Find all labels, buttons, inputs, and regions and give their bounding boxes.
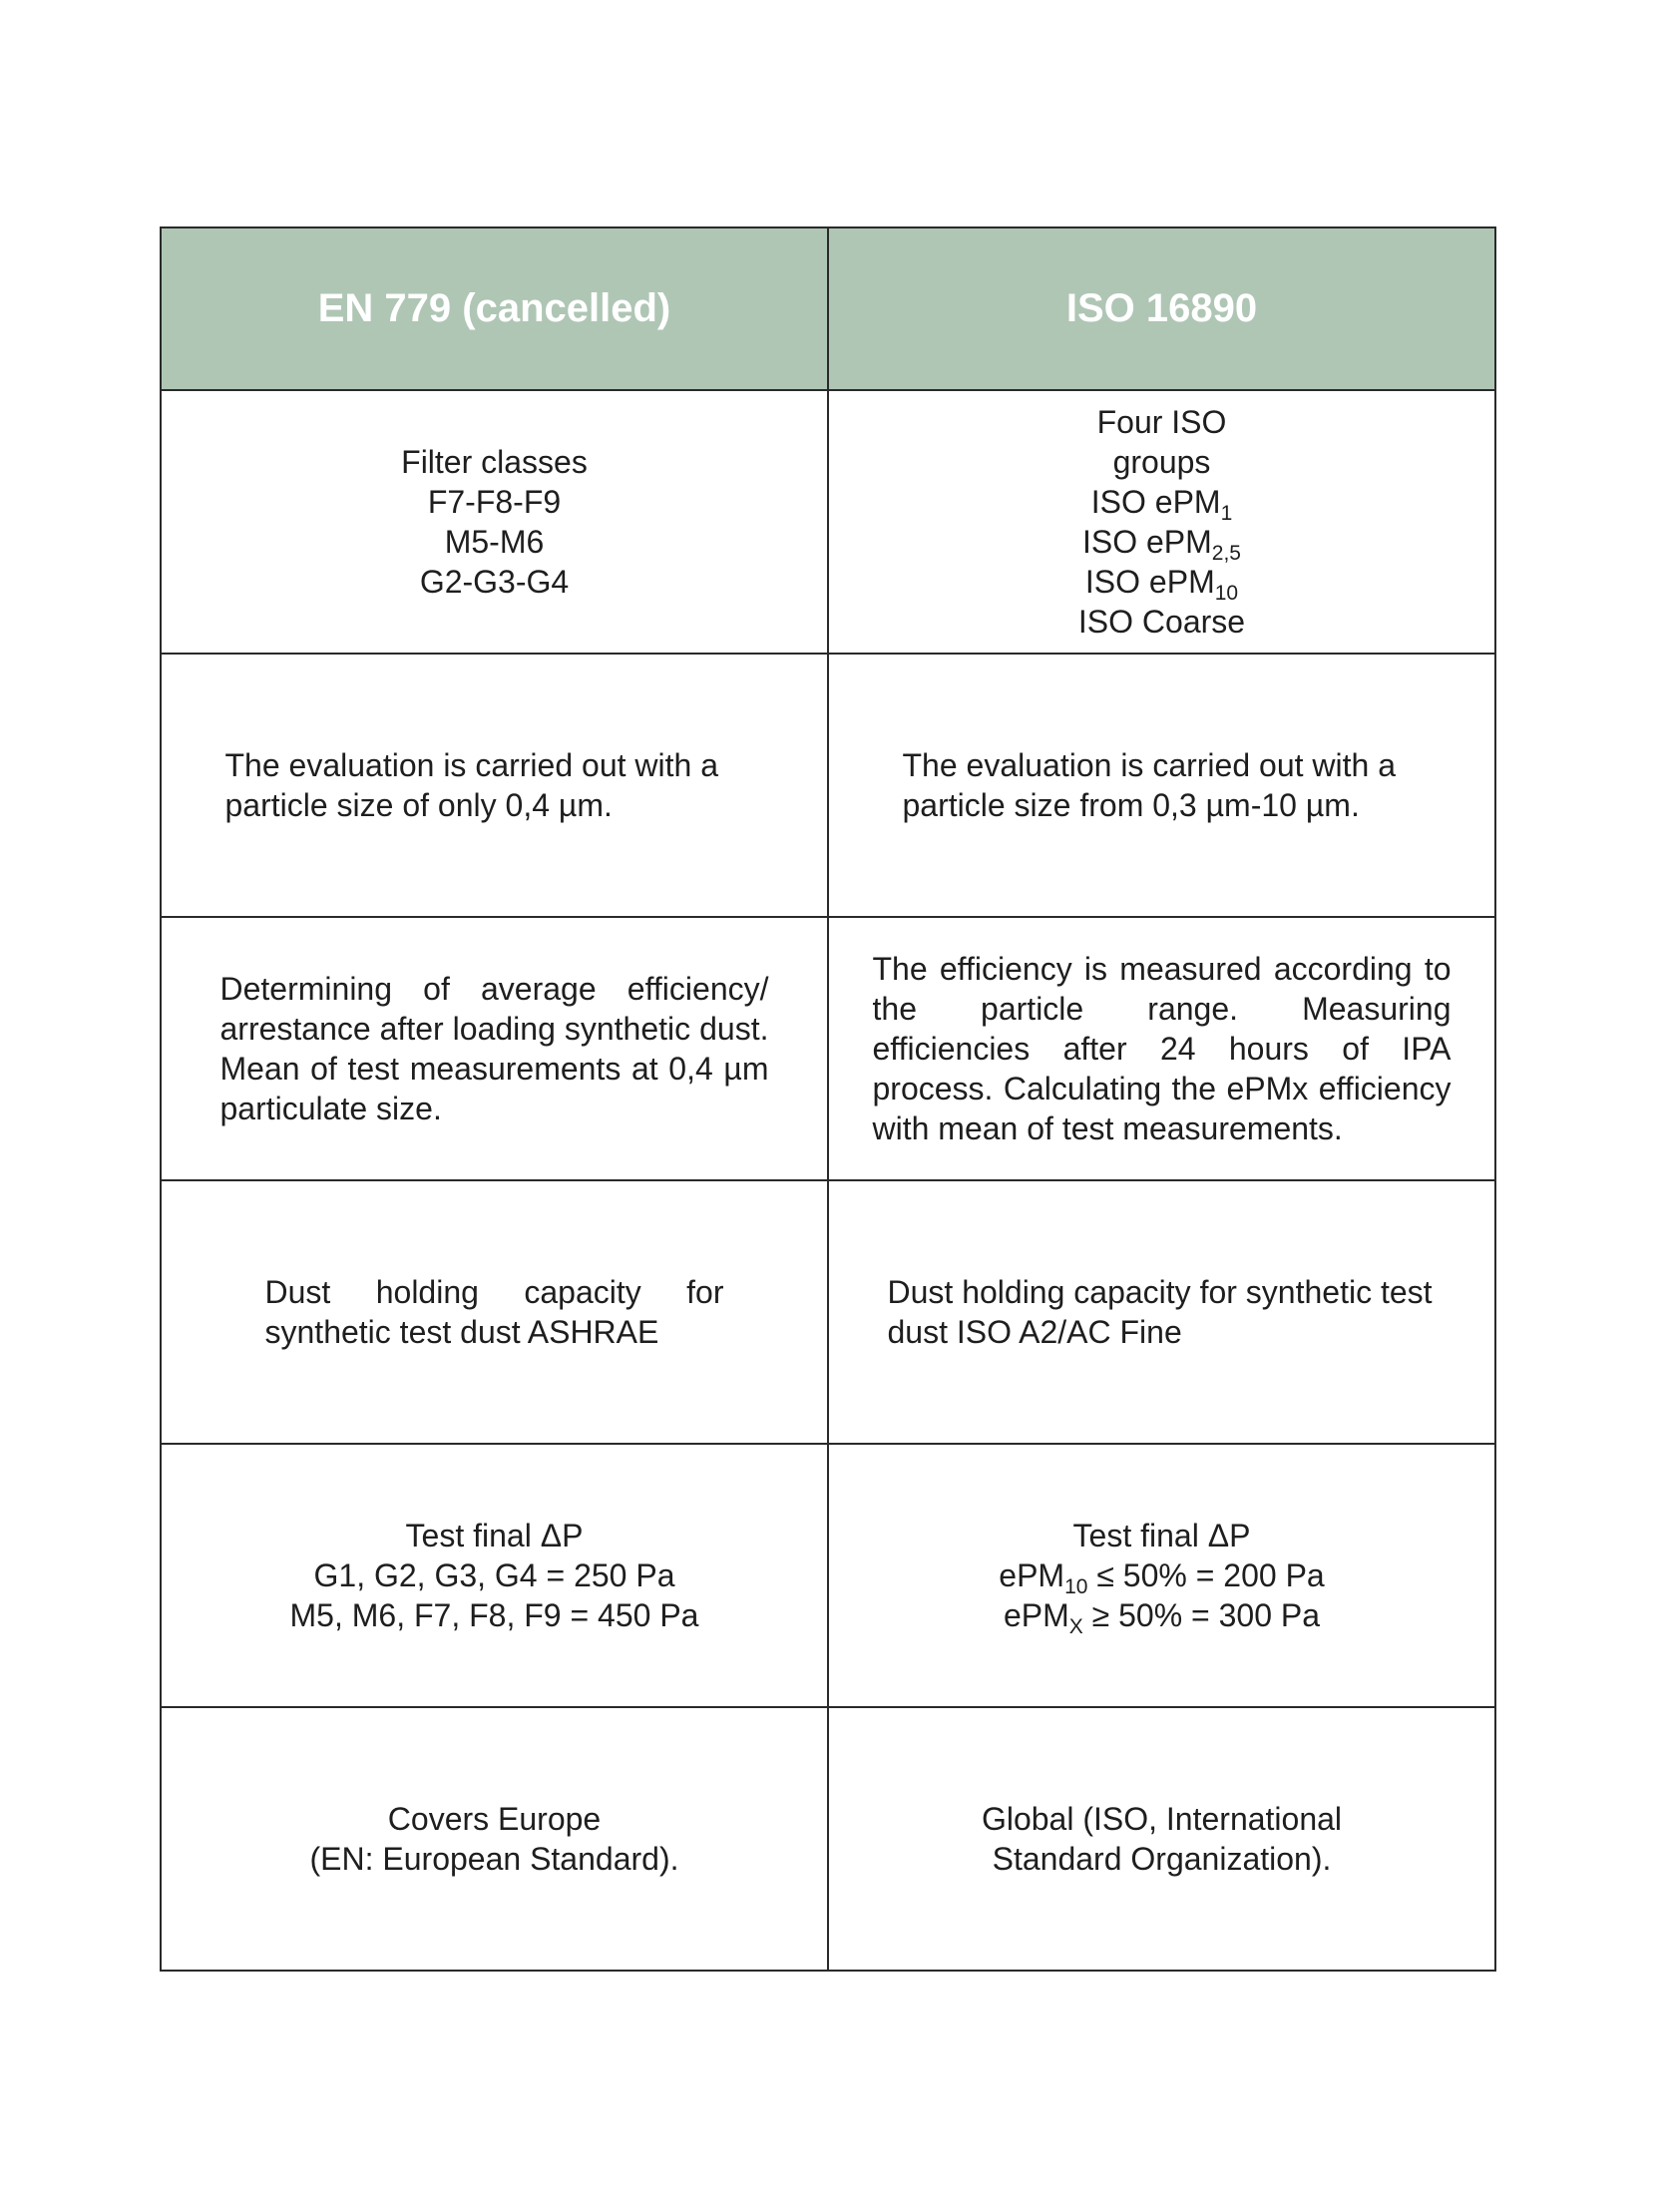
iso-particle-size-cell [828,654,1495,917]
text-line: G2-G3-G4 [419,564,570,600]
group-label: ISO ePM [1081,524,1212,560]
text-line: F7-F8-F9 [427,484,562,520]
text-line: G1, G2, G3, G4 = 250 Pa [313,1557,675,1593]
en779-coverage-cell [161,1707,828,1971]
en779-dust-capacity-cell [161,1180,828,1444]
subscript: X [1068,1615,1083,1638]
text-line: groups [1112,444,1211,480]
iso-final-pressure-cell [828,1444,1495,1707]
en779-efficiency-cell [161,917,828,1180]
value-label: ePM [999,1557,1065,1593]
text-line [829,522,1494,565]
header-iso16890: ISO 16890 [828,227,1495,390]
header-en779: EN 779 (cancelled) [161,227,828,390]
iso-efficiency-cell [828,917,1495,1180]
iso-groups-cell [828,390,1495,654]
en779-filter-classes-cell [161,390,828,654]
text-line: (EN: European Standard). [309,1841,679,1877]
subscript: 1 [1220,502,1233,525]
en779-final-pressure-cell [161,1444,828,1707]
text-line: Standard Organization). [992,1841,1332,1877]
table-row [161,654,1495,917]
text-line: Test final ΔP [1072,1518,1251,1553]
comparison-table [160,226,1496,1972]
table-row [161,1180,1495,1444]
cell-text: The evaluation is carried out with a particle size from 0,3 µm-10 µm. [902,747,1396,823]
text-line: ISO Coarse [1077,604,1246,640]
subscript: 2,5 [1211,542,1241,565]
group-label: ISO ePM [1090,484,1221,520]
subscript: 10 [1064,1575,1088,1598]
table-row [161,1444,1495,1707]
table-row [161,390,1495,654]
text-line: Covers Europe [387,1801,602,1837]
table-row [161,1707,1495,1971]
text-line [829,1555,1494,1598]
cell-text: Dust holding capacity for synthetic test dust ASHRAE [264,1274,724,1350]
text-line: Global (ISO, International [981,1801,1343,1837]
header-row [161,227,1495,390]
text-line [829,482,1494,525]
text-line: Four ISO [1096,404,1227,440]
cell-text: The evaluation is carried out with a particle size of only 0,4 µm. [224,747,718,823]
value-label: ePM [1003,1597,1069,1633]
en779-particle-size-cell [161,654,828,917]
cell-text: The efficiency is measured according to the particle range. Measuring efficiencies after 24 hours of IPA process. Calculating the ePMx efficiency with mean of test measurements. [872,951,1452,1146]
text-line: Test final ΔP [405,1518,584,1553]
text-line: M5-M6 [444,524,545,560]
iso-coverage-cell [828,1707,1495,1971]
table-row [161,917,1495,1180]
text-line [829,562,1494,605]
text-line: Filter classes [401,444,588,480]
cell-text: Dust holding capacity for synthetic test dust ISO A2/AC Fine [887,1274,1433,1350]
subscript: 10 [1214,582,1239,605]
text-line [829,1595,1494,1638]
group-label: ISO ePM [1084,564,1215,600]
cell-text: Determining of average efficiency/ arrestance after loading synthetic dust. Mean of test measurements at 0,4 µm particulate size. [219,971,769,1126]
value-text: ≤ 50% = 200 Pa [1087,1557,1325,1593]
value-text: ≥ 50% = 300 Pa [1082,1597,1321,1633]
text-line: M5, M6, F7, F8, F9 = 450 Pa [289,1597,699,1633]
iso-dust-capacity-cell [828,1180,1495,1444]
